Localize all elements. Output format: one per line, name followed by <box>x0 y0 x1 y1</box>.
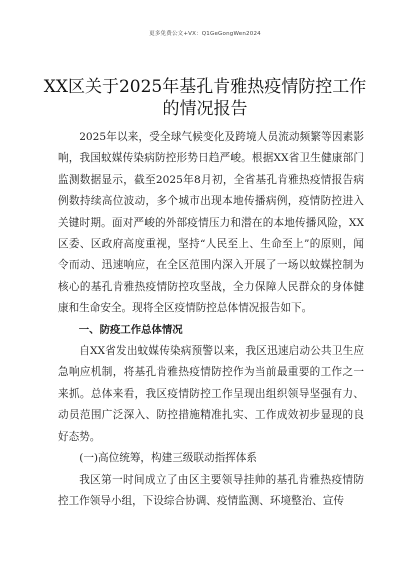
intro-paragraph: 2025年以来，受全球气候变化及跨境人员流动频繁等因素影响，我国蚊媒传染病防控形势日趋严峻。根据XX省卫生健康部门监测数据显示，截至2025年8月初，全省基孔肯雅热疫情报告病例数持续高位波动，多个城市出现本地传播病例，疫情防控进入关键时期。面对严峻的外部疫情压力和潜在的本地传播风险，XX区委、区政府高度重视，坚持“人民至上、生命至上”的原则，闻令而动、迅速响应，在全区范围内深入开展了一场以蚊媒控制为核心的基孔肯雅热疫情防控攻坚战，全力保障人民群众的身体健康和生命安全。现将全区疫情防控总体情况报告如下。 <box>58 131 364 315</box>
section-heading-1: 一、防疫工作总体情况 <box>78 323 183 336</box>
document-body <box>58 127 364 512</box>
subsection-heading-1: (一)高位统筹，构建三级联动指挥体系 <box>79 452 257 465</box>
section-1-paragraph: 自XX省发出蚊媒传染病预警以来，我区迅速启动公共卫生应急响应机制，将基孔肯雅热疫情防控作为当前最重要的工作之一来抓。总体来看，我区疫情防控工作呈现出组织领导坚强有力、动员范围广泛深入、防控措施精准扎实、工作成效初步显现的良好态势。 <box>58 345 364 443</box>
header-watermark: 更多免费公文+VX：Q1GeGongWen2024 <box>149 31 261 37</box>
document-title: XX区关于2025年基孔肯雅热疫情防控工作的情况报告 <box>43 77 367 119</box>
subsection-1-paragraph: 我区第一时间成立了由区主要领导挂帅的基孔肯雅热疫情防控工作领导小组，下设综合协调、疫情监测、环境整治、宣传 <box>58 473 364 507</box>
